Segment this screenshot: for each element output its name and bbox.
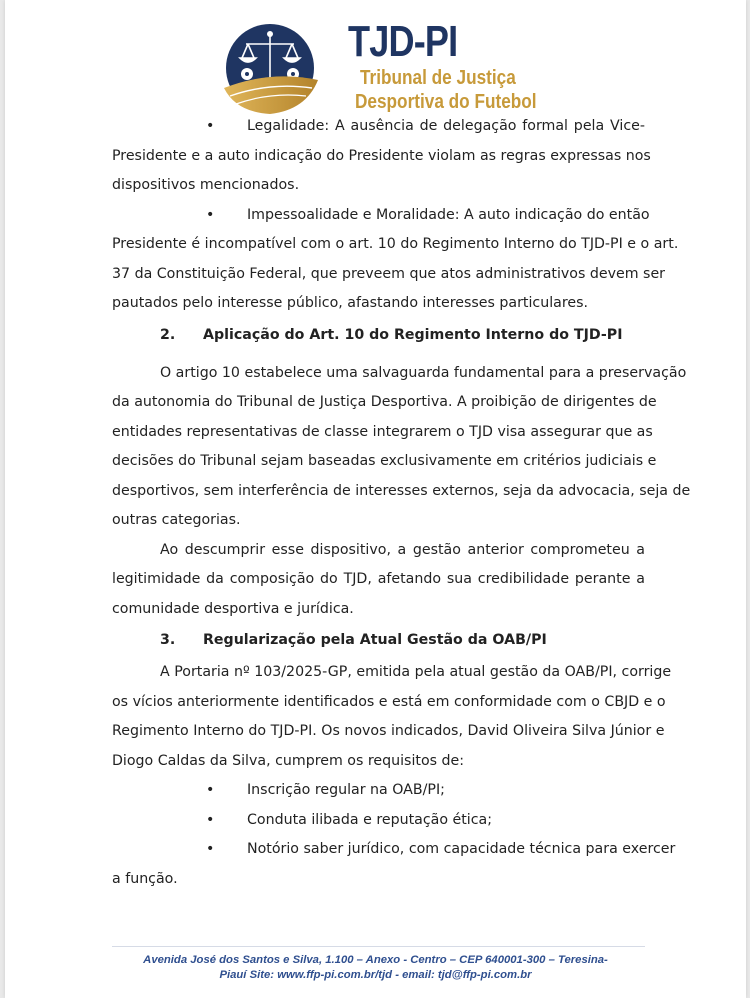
bullet-text: Inscrição regular na OAB/PI; (247, 782, 445, 798)
bullet-requirement-1 (112, 776, 645, 806)
text-line: A Portaria nº 103/2025-GP, emitida pela atual gestão da OAB/PI, corrige (160, 664, 672, 680)
text-line: Regimento Interno do TJD-PI. Os novos indicados, David Oliveira Silva Júnior e (112, 723, 665, 739)
section-heading-2 (112, 319, 645, 351)
bullet-text: Legalidade: A ausência de delegação formal pela Vice- (247, 118, 645, 134)
text-line: entidades representativas de classe integrarem o TJD visa assegurar que as (112, 423, 653, 440)
text-line: comunidade desportiva e jurídica. (112, 600, 354, 617)
footer-divider (112, 946, 645, 947)
bullet-mark: • (206, 782, 215, 798)
section-title: Aplicação do Art. 10 do Regimento Interno do TJD-PI (203, 326, 623, 343)
bullet-mark: • (206, 811, 215, 828)
page-footer (5, 953, 746, 983)
section-heading-3 (112, 624, 645, 656)
text-line: pautados pelo interesse público, afastando interesses particulares. (112, 295, 589, 311)
document-body (112, 112, 691, 894)
bullet-requirement-3 (112, 835, 676, 865)
section-number: 3. (160, 632, 176, 648)
document-page (5, 0, 746, 998)
text-line: desportivos, sem interferência de interesses externos, seja da advocacia, seja de (112, 482, 691, 499)
bullet-impessoalidade (112, 201, 650, 231)
bullet-requirement-2 (112, 806, 645, 836)
footer-contact: Piauí Site: www.ffp-pi.com.br/tjd - email: tjd@ffp-pi.com.br (219, 969, 532, 981)
org-name-line-1: Tribunal de Justiça (360, 67, 516, 89)
bullet-text: Conduta ilibada e reputação ética; (247, 811, 493, 828)
text-line: legitimidade da composição do TJD, afetando sua credibilidade perante a (112, 571, 645, 587)
text-line: outras categorias. (112, 512, 241, 528)
text-line: a função. (112, 870, 178, 887)
org-abbreviation: TJD-PI (348, 17, 458, 66)
bullet-mark: • (206, 841, 215, 857)
text-line: decisões do Tribunal sejam baseadas exclusivamente em critérios judiciais e (112, 453, 657, 469)
section-number: 2. (160, 326, 176, 343)
bullet-mark: • (206, 118, 215, 134)
bullet-text: Notório saber jurídico, com capacidade técnica para exercer (247, 841, 676, 857)
org-name-line-2: Desportiva do Futebol (355, 91, 537, 113)
text-line: Ao descumprir esse dispositivo, a gestão anterior comprometeu a (160, 541, 645, 558)
footer-address: Avenida José dos Santos e Silva, 1.100 – Anexo - Centro – CEP 640001-300 – Teresina- (143, 954, 608, 966)
section-title: Regularização pela Atual Gestão da OAB/PI (203, 632, 547, 648)
letterhead (5, 0, 746, 112)
tjd-seal-logo (220, 22, 320, 116)
bullet-legalidade (112, 112, 645, 142)
text-line: dispositivos mencionados. (112, 177, 300, 193)
bullet-mark: • (206, 206, 215, 223)
text-line: Presidente e a auto indicação do Presidente violam as regras expressas nos (112, 147, 651, 164)
text-line: da autonomia do Tribunal de Justiça Desportiva. A proibição de dirigentes de (112, 394, 657, 410)
text-line: os vícios anteriormente identificados e está em conformidade com o CBJD e o (112, 693, 666, 710)
text-line: Diogo Caldas da Silva, cumprem os requisitos de: (112, 752, 465, 769)
text-line: O artigo 10 estabelece uma salvaguarda fundamental para a preservação (160, 364, 687, 381)
bullet-text: Impessoalidade e Moralidade: A auto indicação do então (247, 206, 650, 223)
text-line: 37 da Constituição Federal, que preveem que atos administrativos devem ser (112, 265, 666, 282)
text-line: Presidente é incompatível com o art. 10 do Regimento Interno do TJD-PI e o art. (112, 236, 679, 252)
